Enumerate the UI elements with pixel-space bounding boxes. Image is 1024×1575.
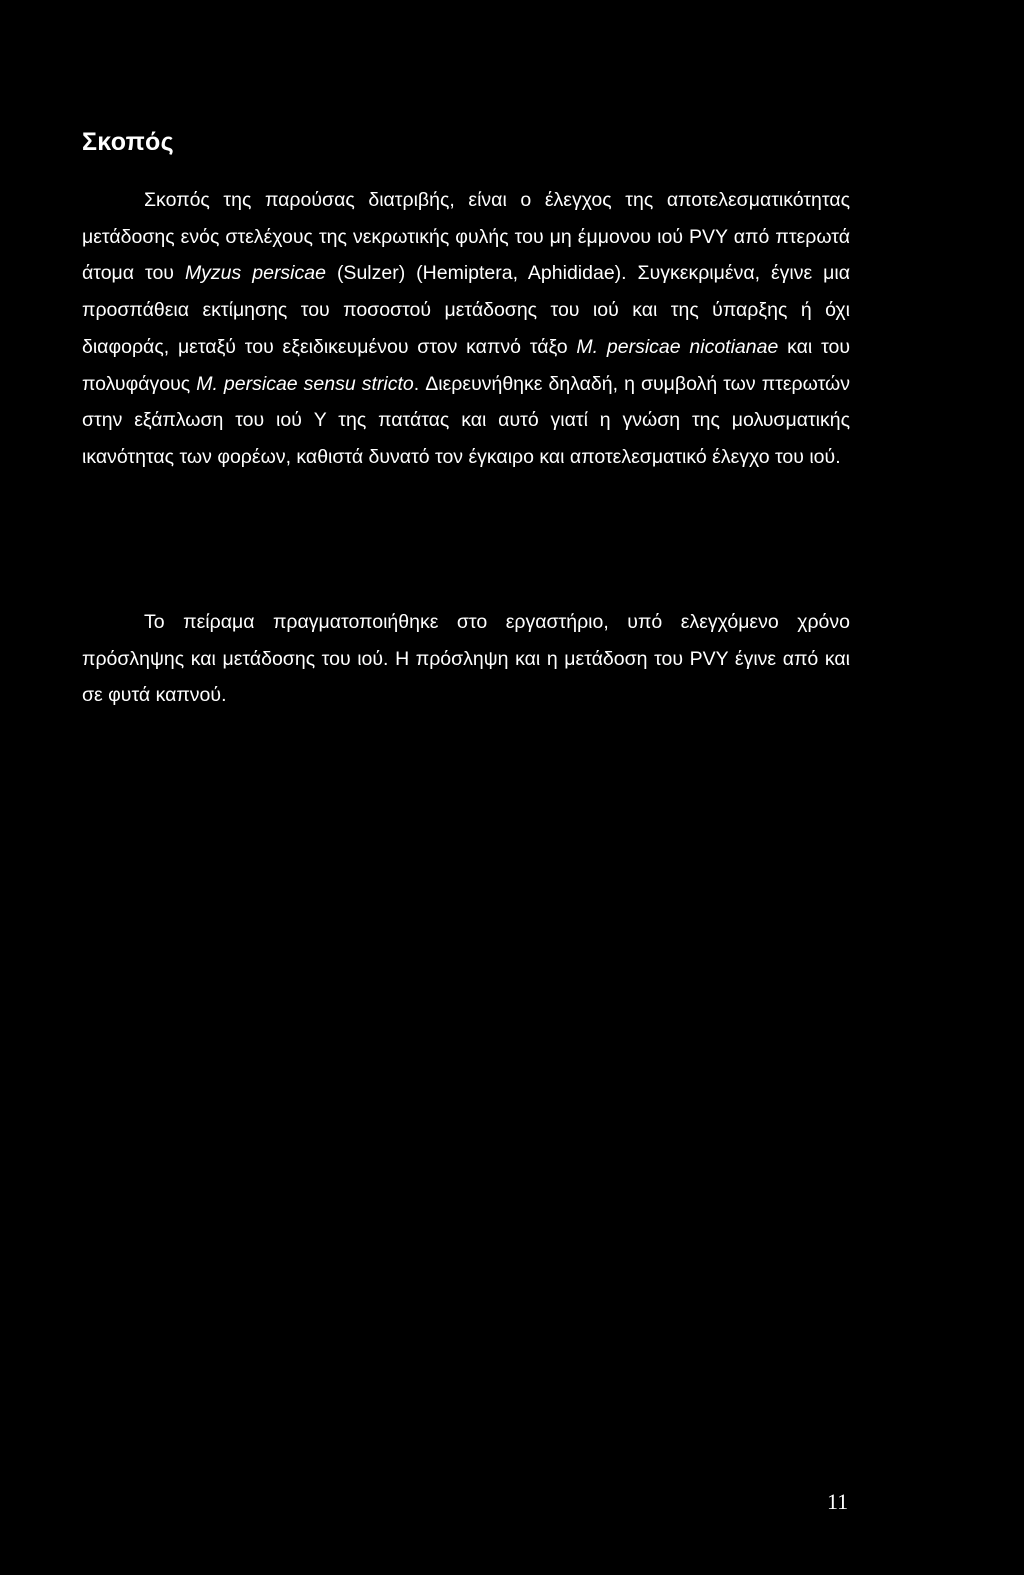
species-name: M. persicae nicotianae [576,335,779,358]
text-run: Το πείραμα πραγματοποιήθηκε στο εργαστήριο, υπό ελεγχόμενο χρόνο πρόσληψης και μετάδοσης του ιού. Η πρόσληψη και η μετάδοση του PVY έγινε από και σε φυτά καπνού. [82,611,850,707]
text-run: . Διερευνήθηκε δηλαδή, η συμβολή των πτερωτών στην εξάπλωση του ιού Y της πατάτας και αυτό γιατί η γνώση της μολυσματικής ικανότητας των φορέων, καθιστά δυνατό τον έγκαιρο και αποτελεσματικό έλεγχο του ιού. [82,372,850,468]
text-run: Σκοπός της παρούσας διατριβής, είναι ο έλεγχος της αποτελεσματικότητας μετάδοσης ενός στελέχους της νεκρωτικής φυλής του μη έμμονου ιού PVY από πτερωτά άτομα του [82,189,850,285]
paragraph-experiment [82,604,850,714]
paragraph-aim [82,182,850,476]
species-name: Myzus persicae [184,262,326,285]
text-run: και του πολυφάγους [82,335,851,395]
page-number: 11 [827,1489,849,1514]
section-heading: Σκοπός [82,128,174,156]
species-name: M. persicae sensu stricto [196,372,414,395]
text-run: (Sulzer) (Hemiptera, Aphididae). Συγκεκριμένα, έγινε μια προσπάθεια εκτίμησης του ποσοστού μετάδοσης του ιού και της ύπαρξης ή όχι διαφοράς, μεταξύ του εξειδικευμένου στον καπνό τάξο [82,262,851,358]
